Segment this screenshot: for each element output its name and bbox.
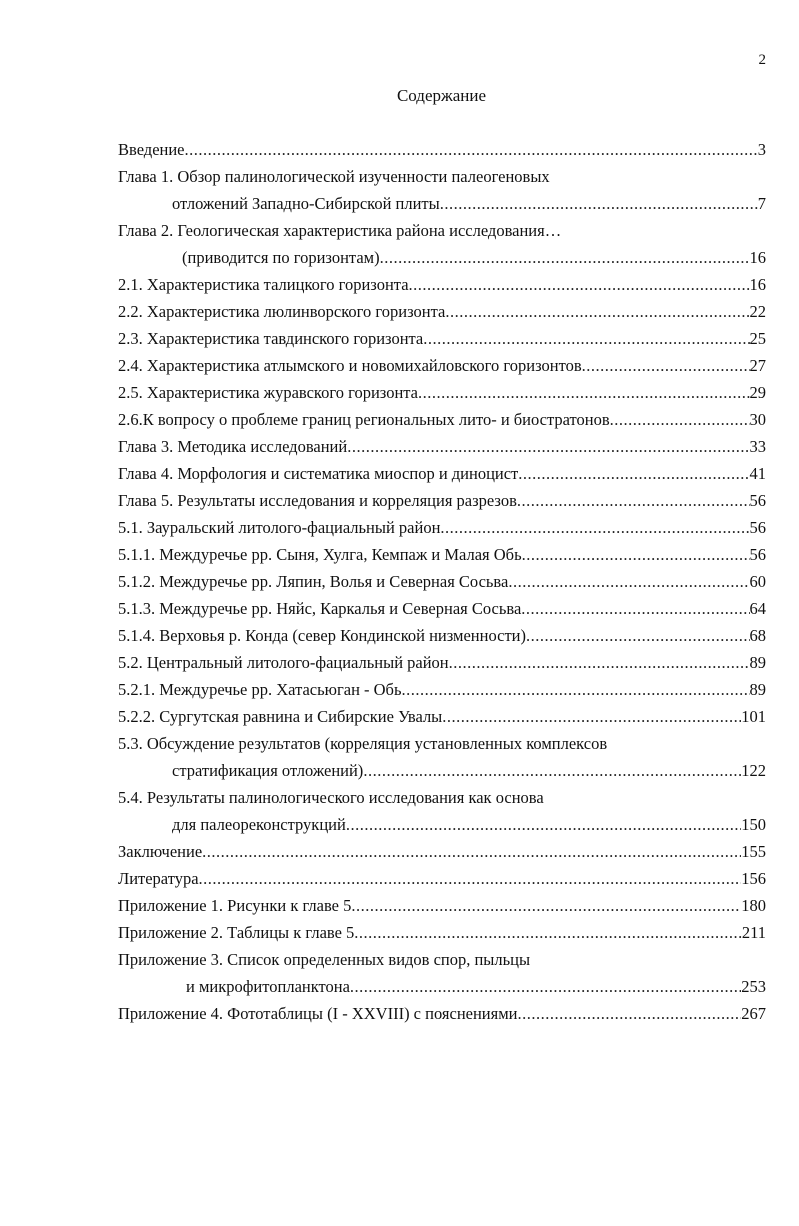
toc-line: [118, 788, 766, 815]
toc-line: [118, 194, 766, 221]
toc-leader-dots: [610, 410, 750, 430]
toc-line: [118, 383, 766, 410]
toc-leader-dots: [363, 761, 741, 781]
toc-page-number: 30: [749, 410, 766, 429]
toc-entry-text: Приложение 3. Список определенных видов спор, пыльцы: [118, 950, 531, 969]
toc-entry-text: Приложение 1. Рисунки к главе 5: [118, 896, 352, 915]
toc-leader-dots: [449, 653, 750, 673]
toc-line: [118, 140, 766, 167]
toc-line: [118, 923, 766, 950]
toc-page-number: 101: [741, 707, 766, 726]
toc-entry-text: 2.4. Характеристика атлымского и новомихайловского горизонтов: [118, 356, 582, 375]
toc-leader-dots: [517, 491, 750, 511]
toc-leader-dots: [202, 842, 741, 862]
toc-entry-text: Глава 5. Результаты исследования и корреляция разрезов: [118, 491, 517, 510]
toc-entry-text: Приложение 4. Фототаблицы (I - XXVIII) с пояснениями: [118, 1004, 518, 1023]
toc-page-number: 267: [741, 1004, 766, 1023]
toc-entry-text: Приложение 2. Таблицы к главе 5: [118, 923, 355, 942]
toc-page-number: 122: [741, 761, 766, 780]
toc-entry-text: 5.1.2. Междуречье рр. Ляпин, Волья и Северная Сосьва: [118, 572, 509, 591]
toc-line: [118, 572, 766, 599]
toc-line: [118, 545, 766, 572]
toc-leader-dots: [440, 194, 758, 214]
toc-leader-dots: [521, 599, 749, 619]
toc-line: [118, 437, 766, 464]
toc-line: [118, 815, 766, 842]
toc-leader-dots: [346, 815, 741, 835]
toc-leader-dots: [442, 707, 741, 727]
toc-entry: [118, 599, 766, 626]
toc-entry-text: Заключение: [118, 842, 203, 861]
toc-page-number: 60: [749, 572, 766, 591]
toc-page-number: 253: [741, 977, 766, 996]
toc-line: [118, 248, 766, 275]
toc-entry-text: Глава 1. Обзор палинологической изученности палеогеновых: [118, 167, 550, 186]
toc-leader-dots: [445, 302, 749, 322]
toc-page-number: 33: [749, 437, 766, 456]
toc-leader-dots: [526, 626, 750, 646]
toc-entry: [118, 464, 766, 491]
toc-page-number: 56: [749, 545, 766, 564]
toc-entry: [118, 329, 766, 356]
toc-entry-text: 5.2.1. Междуречье рр. Хатасьюган - Обь: [118, 680, 402, 699]
toc-line: [118, 761, 766, 788]
toc-entry: [118, 626, 766, 653]
toc-leader-dots: [522, 545, 750, 565]
toc-entry-text: Литература: [118, 869, 199, 888]
toc-entry: [118, 437, 766, 464]
toc-entry-text: (приводится по горизонтам): [182, 248, 380, 267]
toc-page-number: 16: [749, 275, 766, 294]
toc-entry-text: 2.5. Характеристика журавского горизонта: [118, 383, 419, 402]
toc-line: [118, 410, 766, 437]
toc-line: [118, 491, 766, 518]
toc-entry-text: 5.1.3. Междуречье рр. Няйс, Каркалья и Северная Сосьва: [118, 599, 522, 618]
toc-entry: [118, 167, 766, 221]
toc-line: [118, 356, 766, 383]
toc-line: [118, 221, 766, 248]
toc-page-number: 89: [749, 653, 766, 672]
toc-line: [118, 896, 766, 923]
toc-line: [118, 977, 766, 1004]
toc-entry: [118, 707, 766, 734]
toc-leader-dots: [409, 275, 750, 295]
toc-page-number: 25: [749, 329, 766, 348]
toc-entry: [118, 842, 766, 869]
toc-leader-dots: [380, 248, 750, 268]
toc-entry: [118, 221, 766, 275]
toc-page-number: 68: [749, 626, 766, 645]
toc-page-number: 156: [741, 869, 766, 888]
toc-leader-dots: [354, 923, 742, 943]
toc-entry-text: Глава 4. Морфология и систематика миоспор и диноцист: [118, 464, 519, 483]
toc-line: [118, 626, 766, 653]
toc-entry: [118, 518, 766, 545]
toc-leader-dots: [582, 356, 750, 376]
toc-entry: [118, 923, 766, 950]
toc-entry: [118, 788, 766, 842]
toc-page-number: 27: [749, 356, 766, 375]
toc-leader-dots: [401, 680, 749, 700]
toc-line: [118, 302, 766, 329]
table-of-contents: [118, 140, 766, 1031]
page-number: 2: [758, 52, 766, 68]
toc-leader-dots: [350, 977, 741, 997]
toc-page-number: 22: [749, 302, 766, 321]
toc-entry-text: 5.3. Обсуждение результатов (корреляция установленных комплексов: [118, 734, 608, 753]
toc-page-number: 89: [749, 680, 766, 699]
toc-entry: [118, 1004, 766, 1031]
toc-entry: [118, 491, 766, 518]
toc-entry-text: 2.6.К вопросу о проблеме границ региональных лито- и биостратонов: [118, 410, 610, 429]
toc-entry: [118, 734, 766, 788]
toc-entry: [118, 545, 766, 572]
toc-leader-dots: [351, 896, 741, 916]
toc-leader-dots: [423, 329, 749, 349]
toc-leader-dots: [518, 464, 749, 484]
toc-leader-dots: [508, 572, 749, 592]
toc-leader-dots: [418, 383, 749, 403]
toc-page-number: 211: [741, 923, 766, 942]
toc-leader-dots: [347, 437, 749, 457]
toc-entry: [118, 869, 766, 896]
toc-entry: [118, 680, 766, 707]
toc-entry-text: 2.2. Характеристика люлинворского горизонта: [118, 302, 446, 321]
toc-page-number: 7: [757, 194, 766, 213]
toc-line: [118, 707, 766, 734]
toc-entry-text: Введение: [118, 140, 185, 159]
toc-line: [118, 329, 766, 356]
toc-entry-text: стратификация отложений): [172, 761, 364, 780]
toc-page-number: 16: [749, 248, 766, 267]
toc-entry: [118, 275, 766, 302]
toc-entry-text: 2.1. Характеристика талицкого горизонта: [118, 275, 409, 294]
toc-line: [118, 1004, 766, 1031]
toc-page-number: 150: [741, 815, 766, 834]
toc-line: [118, 950, 766, 977]
toc-line: [118, 680, 766, 707]
toc-entry: [118, 653, 766, 680]
toc-page-number: 64: [749, 599, 766, 618]
toc-entry-text: Глава 3. Методика исследований: [118, 437, 348, 456]
toc-entry-text: 5.1.4. Верховья р. Конда (север Кондинской низменности): [118, 626, 526, 645]
toc-page-number: 56: [749, 518, 766, 537]
toc-line: [118, 518, 766, 545]
toc-entry: [118, 356, 766, 383]
toc-line: [118, 842, 766, 869]
toc-entry-text: отложений Западно-Сибирской плиты: [172, 194, 440, 213]
toc-entry-text: 2.3. Характеристика тавдинского горизонта: [118, 329, 424, 348]
toc-entry-text: 5.2.2. Сургутская равнина и Сибирские Увалы: [118, 707, 443, 726]
toc-line: [118, 599, 766, 626]
toc-entry-text: Глава 2. Геологическая характеристика района исследования…: [118, 221, 562, 240]
toc-entry: [118, 302, 766, 329]
toc-line: [118, 275, 766, 302]
toc-line: [118, 734, 766, 761]
toc-entry: [118, 140, 766, 167]
toc-line: [118, 869, 766, 896]
toc-entry: [118, 383, 766, 410]
toc-line: [118, 167, 766, 194]
toc-line: [118, 653, 766, 680]
toc-entry-text: 5.1. Зауральский литолого-фациальный район: [118, 518, 441, 537]
toc-leader-dots: [518, 1004, 742, 1024]
toc-page-number: 56: [749, 491, 766, 510]
toc-entry-text: и микрофитопланктона: [186, 977, 350, 996]
toc-line: [118, 464, 766, 491]
toc-page-number: 29: [749, 383, 766, 402]
page-title: Содержание: [396, 86, 487, 105]
toc-leader-dots: [199, 869, 742, 889]
toc-page-number: 3: [757, 140, 766, 159]
toc-entry-text: 5.4. Результаты палинологического исследования как основа: [118, 788, 544, 807]
toc-entry: [118, 896, 766, 923]
toc-entry: [118, 950, 766, 1004]
toc-leader-dots: [185, 140, 758, 160]
toc-entry-text: 5.2. Центральный литолого-фациальный район: [118, 653, 449, 672]
toc-page-number: 155: [741, 842, 766, 861]
toc-entry: [118, 572, 766, 599]
toc-page-number: 180: [741, 896, 766, 915]
toc-entry-text: для палеореконструкций: [172, 815, 346, 834]
toc-entry: [118, 410, 766, 437]
toc-page-number: 41: [749, 464, 766, 483]
toc-leader-dots: [440, 518, 749, 538]
toc-entry-text: 5.1.1. Междуречье рр. Сыня, Хулга, Кемпаж и Малая Обь: [118, 545, 522, 564]
